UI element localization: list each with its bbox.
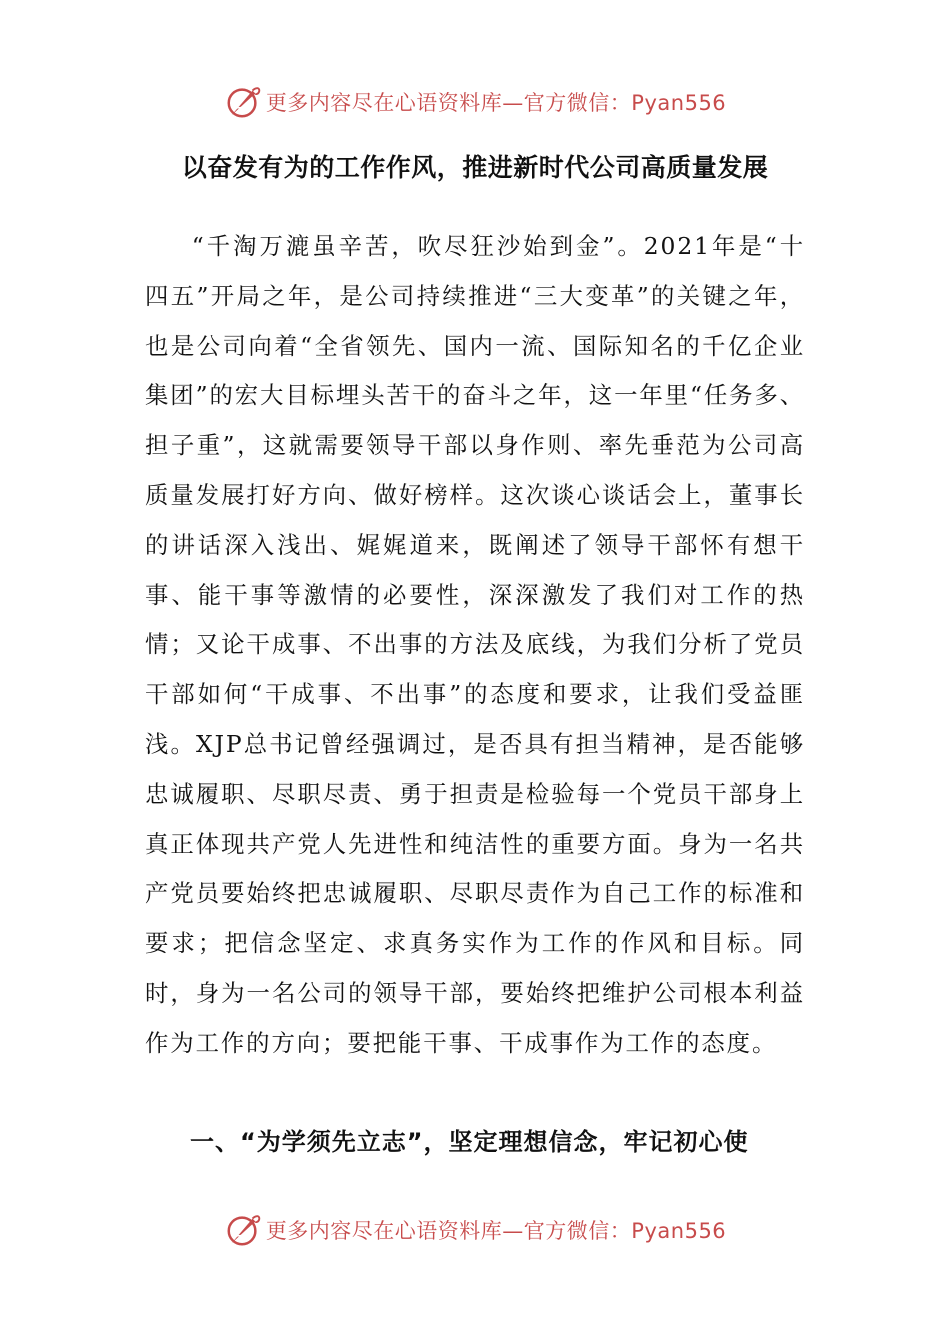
footer-watermark-banner bbox=[0, 1208, 950, 1252]
body-paragraph: “千淘万漉虽辛苦，吹尽狂沙始到金”。2021年是“十四五”开局之年，是公司持续推进“三大变革”的关键之年，也是公司向着“全省领先、国内一流、国际知名的千亿企业集团”的宏大目标埋头苦干的奋斗之年，这一年里“任务多、担子重”，这就需要领导干部以身作则、率先垂范为公司高质量发展打好方向、做好榜样。这次谈心谈话会上，董事长的讲话深入浅出、娓娓道来，既阐述了领导干部怀有想干事、能干事等激情的必要性，深深激发了我们对工作的热情；又论干成事、不出事的方法及底线，为我们分析了党员干部如何“干成事、不出事”的态度和要求，让我们受益匪浅。XJP总书记曾经强调过，是否具有担当精神，是否能够忠诚履职、尽职尽责、勇于担责是检验每一个党员干部身上真正体现共产党人先进性和纯洁性的重要方面。身为一名共产党员要始终把忠诚履职、尽职尽责作为自己工作的标准和要求；把信念坚定、求真务实作为工作的作风和目标。同时，身为一名公司的领导干部，要始终把维护公司根本利益作为工作的方向；要把能干事、干成事作为工作的态度。 bbox=[145, 232, 805, 1057]
watermark-text: 更多内容尽在心语资料库—官方微信：Pyan556 bbox=[265, 91, 727, 115]
document-title: 以奋发有为的工作作风，推进新时代公司高质量发展 bbox=[181, 153, 769, 182]
header-watermark-banner bbox=[0, 80, 950, 124]
section-heading: 一、“为学须先立志”，坚定理想信念，牢记初心使 bbox=[190, 1128, 749, 1156]
watermark-text: 更多内容尽在心语资料库—官方微信：Pyan556 bbox=[265, 1219, 727, 1243]
quill-pen-circle-logo-icon bbox=[224, 1211, 262, 1249]
quill-pen-circle-logo-icon bbox=[224, 83, 262, 121]
